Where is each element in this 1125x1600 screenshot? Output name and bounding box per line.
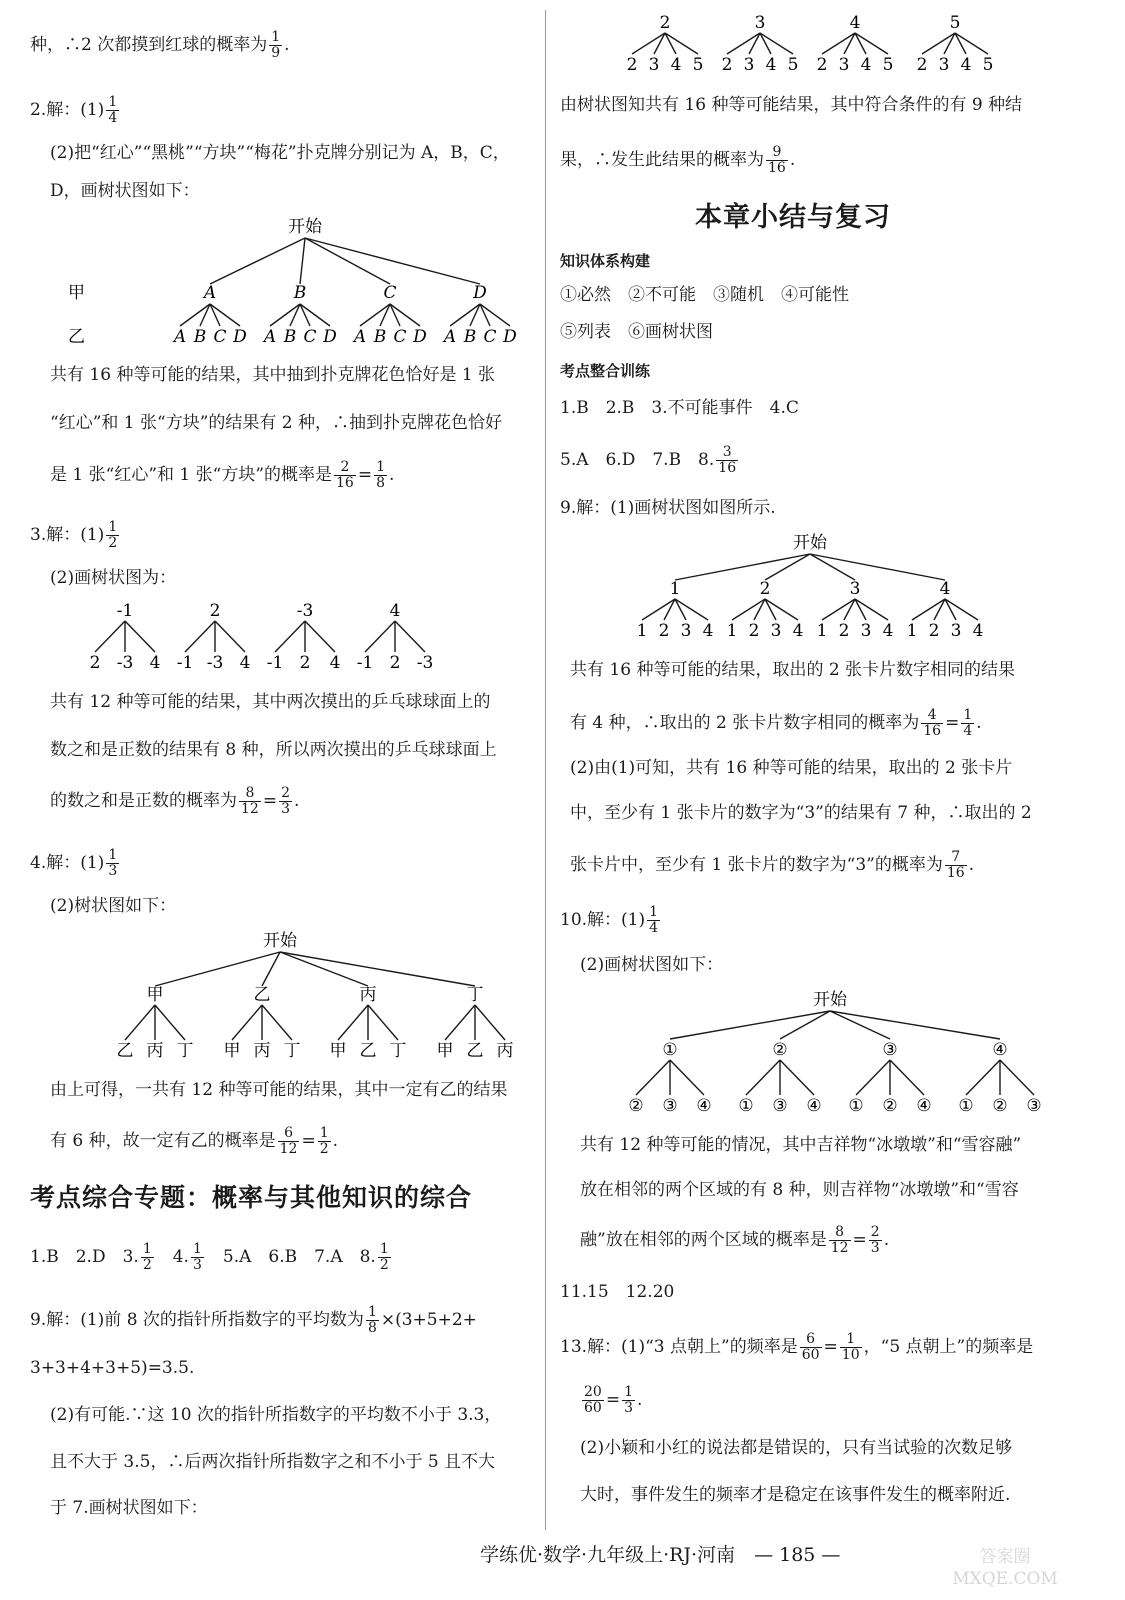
tree-node: ③ xyxy=(882,1040,898,1060)
tree-node: 丙 xyxy=(359,985,377,1005)
tree-leaf: ④ xyxy=(806,1096,822,1116)
tree-leaf: 2 xyxy=(90,653,101,673)
svg-text:D: D xyxy=(473,283,487,303)
tree-leaf: 4 xyxy=(972,621,984,641)
tree-node: ① xyxy=(662,1040,678,1060)
text-line: ①必然 ②不可能 ③随机 ④可能性 xyxy=(560,285,849,305)
section-title: 考点综合专题：概率与其他知识的综合 xyxy=(30,1183,473,1212)
tree-leaf: 3 xyxy=(938,55,950,75)
tree-leaf: D xyxy=(323,327,337,347)
tree-branch xyxy=(305,621,335,652)
text-line: 数之和是正数的结果有 8 种，所以两次摸出的乒乓球球面上 xyxy=(50,740,497,760)
text-line: (2)有可能.∵这 10 次的指针所指数字的平均数不小于 3.3， xyxy=(50,1405,502,1425)
text-line: $\frac{20}{60}$ = $\frac{1}{3}$ . xyxy=(584,1384,643,1416)
tree-leaf: 1 xyxy=(726,621,738,641)
tree-root: 开始 xyxy=(813,990,847,1010)
text-line: (2)小颖和小红的说法都是错误的，只有当试验的次数足够 xyxy=(580,1438,1013,1458)
text-line: 张卡片中，至少有 1 张卡片的数字为“3”的概率为 $\frac{7}{16}$ . xyxy=(570,849,975,881)
text-line: (2)由(1)可知，共有 16 种等可能的结果，取出的 2 张卡片 xyxy=(570,758,1013,778)
tree-leaf: A xyxy=(173,327,187,347)
tree-leaf: 3 xyxy=(743,55,755,75)
text-line: 3+3+4+3+5)=3.5. xyxy=(30,1358,195,1378)
tree-leaf: 2 xyxy=(928,621,940,641)
tree-branch xyxy=(636,1060,670,1095)
tree-branch xyxy=(445,1005,475,1040)
column-divider xyxy=(545,10,546,1530)
tree-leaf: 4 xyxy=(960,55,972,75)
tree-leaf: 4 xyxy=(765,55,777,75)
answer-line: 5.A 6.D 7.B 8. $\frac{3}{16}$ xyxy=(560,444,737,476)
text-line: 有 6 种，故一定有乙的概率是 $\frac{6}{12}$ = $\frac{1}{2}$ . xyxy=(50,1125,339,1157)
text-line: 有 4 种，∴取出的 2 张卡片数字相同的概率为 $\frac{4}{16}$ = $\frac{1}{4}$ . xyxy=(570,707,982,739)
tree-leaf: 4 xyxy=(329,653,341,673)
tree-leaf: 5 xyxy=(787,55,799,75)
tree-leaf: ③ xyxy=(772,1096,788,1116)
tree-leaf: 丁 xyxy=(283,1041,301,1061)
tree-leaf: 4 xyxy=(882,621,894,641)
tree-leaf: 4 xyxy=(670,55,682,75)
tree-branch xyxy=(275,621,305,652)
q4-part1: 4.解：(1) $\frac{1}{3}$ xyxy=(30,847,118,879)
tree-leaf: 甲 xyxy=(329,1041,347,1061)
tree-leaf: -1 xyxy=(266,653,284,673)
tree-leaf: 乙 xyxy=(116,1041,134,1061)
tree-leaf: 2 xyxy=(838,621,850,641)
tree-leaf: 3 xyxy=(838,55,850,75)
tree-branch xyxy=(125,1005,155,1040)
tree-branch xyxy=(675,554,810,580)
svg-text:乙: 乙 xyxy=(68,327,85,347)
tree-leaf: ④ xyxy=(916,1096,932,1116)
tree-root: 开始 xyxy=(793,533,827,553)
tree-leaf: C xyxy=(213,327,227,347)
tree-branch xyxy=(262,952,280,986)
tree-leaf: B xyxy=(463,327,477,347)
text-line: 中，至少有 1 张卡片的数字为“3”的结果有 7 种，∴取出的 2 xyxy=(570,803,1032,823)
tree-branch xyxy=(1000,1060,1034,1095)
tree-leaf: 乙 xyxy=(359,1041,377,1061)
tree-branch xyxy=(280,952,368,986)
tree-leaf: 4 xyxy=(149,653,161,673)
tree-branch xyxy=(185,621,215,652)
page-footer: 学练优·数学·九年级上·RJ·河南 — 185 — xyxy=(480,1544,841,1566)
text-line: 融”放在相邻的两个区域的概率是 $\frac{8}{12}$ = $\frac{2}{3}$ . xyxy=(580,1224,890,1256)
text-line: 大时，事件发生的频率才是稳定在该事件发生的概率附近. xyxy=(580,1485,1011,1505)
text-line: 9.解：(1)画树状图如图所示. xyxy=(560,498,776,518)
tree-leaf: ① xyxy=(848,1096,864,1116)
tree-branch xyxy=(890,1060,924,1095)
text-line: (2)把“红心”“黑桃”“方块”“梅花”扑克牌分别记为 A，B，C， xyxy=(50,143,510,163)
text-line: 由上可得，一共有 12 种等可能的结果，其中一定有乙的结果 xyxy=(50,1080,508,1100)
tree-branch xyxy=(475,1005,505,1040)
tree-node: 4 xyxy=(849,13,861,33)
tree-node: 1 xyxy=(669,579,681,599)
answer-line: 11.15 12.20 xyxy=(560,1282,675,1302)
tree-node: 丁 xyxy=(466,985,484,1005)
tree-diagram-q2 xyxy=(60,212,530,352)
tree-node: 5 xyxy=(949,13,961,33)
svg-text:B: B xyxy=(293,283,307,303)
text-line: 共有 12 种等可能的结果，其中两次摸出的乒乓球球面上的 xyxy=(50,692,491,712)
tree-leaf: 2 xyxy=(721,55,733,75)
text-line: 放在相邻的两个区域的有 8 种，则吉祥物“冰墩墩”和“雪容 xyxy=(580,1180,1019,1200)
tree-leaf: 3 xyxy=(860,621,872,641)
text-line: “红心”和 1 张“方块”的结果有 2 种，∴抽到扑克牌花色恰好 xyxy=(50,413,503,433)
tree-node: 甲 xyxy=(146,985,164,1005)
tree-branch xyxy=(856,1060,890,1095)
text-line: 9.解：(1)前 8 次的指针所指数字的平均数为 $\frac{1}{8}$ ×(3+5+2+ xyxy=(30,1304,477,1336)
tree-leaf: 甲 xyxy=(436,1041,454,1061)
text-line: 共有 16 种等可能的结果，其中抽到扑克牌花色恰好是 1 张 xyxy=(50,365,496,385)
tree-leaf: 2 xyxy=(389,653,401,673)
tree-branch xyxy=(338,1005,368,1040)
q3-part1: 3.解：(1) $\frac{1}{2}$ xyxy=(30,519,118,551)
svg-text:A: A xyxy=(203,283,217,303)
tree-leaf: 甲 xyxy=(223,1041,241,1061)
tree-branch xyxy=(155,1005,185,1040)
tree-leaf: 1 xyxy=(816,621,828,641)
tree-leaf: C xyxy=(393,327,407,347)
tree-leaf: 4 xyxy=(702,621,714,641)
text-line: 共有 16 种等可能的结果，取出的 2 张卡片数字相同的结果 xyxy=(570,660,1016,680)
tree-leaf: 3 xyxy=(648,55,660,75)
tree-leaf: 2 xyxy=(748,621,760,641)
tree-leaf: -3 xyxy=(116,653,134,673)
tree-leaf: 3 xyxy=(950,621,962,641)
tree-leaf: ① xyxy=(738,1096,754,1116)
tree-leaf: A xyxy=(263,327,277,347)
text-line: 果，∴发生此结果的概率为 $\frac{9}{16}$ . xyxy=(560,144,796,176)
tree-branch xyxy=(125,621,155,652)
tree-leaf: -1 xyxy=(356,653,374,673)
tree-node: 乙 xyxy=(253,985,271,1005)
text-line: 是 1 张“红心”和 1 张“方块”的概率是 $\frac{2}{16}$ = $\frac{1}{8}$ . xyxy=(50,459,395,491)
tree-node: 3 xyxy=(849,579,861,599)
tree-leaf: A xyxy=(353,327,367,347)
tree-leaf: D xyxy=(233,327,247,347)
text-line: 13.解：(1)“3 点朝上”的频率是 $\frac{6}{60}$ = $\frac{1}{10}$ ，“5 点朝上”的频率是 xyxy=(560,1331,1034,1363)
tree-node: -3 xyxy=(296,601,314,621)
tree-branch xyxy=(810,554,945,580)
tree-leaf: 5 xyxy=(692,55,704,75)
tree-node: 4 xyxy=(939,579,951,599)
text-line: 种，∴2 次都摸到红球的概率为 $\frac{1}{9}$ . xyxy=(30,29,290,61)
tree-leaf: ② xyxy=(628,1096,644,1116)
tree-leaf: ③ xyxy=(662,1096,678,1116)
tree-branch xyxy=(232,1005,262,1040)
tree-node: 2 xyxy=(759,579,771,599)
answer-line: 1.B 2.B 3.不可能事件 4.C xyxy=(560,398,799,418)
tree-leaf: ③ xyxy=(1026,1096,1042,1116)
tree-leaf: 丙 xyxy=(253,1041,271,1061)
tree-branch xyxy=(670,1060,704,1095)
tree-leaf: 1 xyxy=(636,621,648,641)
subheading: 考点整合训练 xyxy=(560,362,651,380)
tree-branch xyxy=(368,1005,398,1040)
tree-leaf: B xyxy=(373,327,387,347)
tree-leaf: 丁 xyxy=(389,1041,407,1061)
tree-leaf: C xyxy=(483,327,497,347)
tree-branch xyxy=(262,1005,292,1040)
q10-part1: 10.解：(1) $\frac{1}{4}$ xyxy=(560,904,659,936)
tree-node: 2 xyxy=(659,13,671,33)
tree-leaf: 2 xyxy=(916,55,928,75)
svg-text:MXQE.COM: MXQE.COM xyxy=(952,1569,1058,1589)
tree-node: -1 xyxy=(116,601,134,621)
svg-text:甲: 甲 xyxy=(68,283,85,303)
tree-leaf: ② xyxy=(992,1096,1008,1116)
tree-diagram-q9-continued xyxy=(620,8,1060,78)
tree-leaf: D xyxy=(503,327,517,347)
tree-leaf: -3 xyxy=(416,653,434,673)
tree-leaf: A xyxy=(443,327,457,347)
svg-text:C: C xyxy=(383,283,397,303)
tree-leaf: 5 xyxy=(882,55,894,75)
tree-node: 4 xyxy=(389,601,401,621)
tree-diagram-q3 xyxy=(90,598,520,678)
watermark-logo xyxy=(905,1530,1105,1590)
tree-leaf: ② xyxy=(882,1096,898,1116)
subheading: 知识体系构建 xyxy=(560,252,651,270)
tree-leaf: 丙 xyxy=(496,1041,514,1061)
tree-diagram-q4 xyxy=(80,928,520,1068)
chapter-title: 本章小结与复习 xyxy=(695,202,891,233)
tree-leaf: D xyxy=(413,327,427,347)
tree-branch xyxy=(830,1011,890,1039)
text-line: (2)画树状图为： xyxy=(50,568,177,588)
tree-branch xyxy=(95,621,125,652)
tree-root: 开始 xyxy=(263,931,297,951)
tree-leaf: -3 xyxy=(206,653,224,673)
text-line: 共有 12 种等可能的情况，其中吉祥物“冰墩墩”和“雪容融” xyxy=(580,1135,1022,1155)
tree-leaf: 4 xyxy=(792,621,804,641)
tree-leaf: 2 xyxy=(658,621,670,641)
tree-branch xyxy=(365,621,395,652)
tree-node: ② xyxy=(772,1040,788,1060)
tree-leaf: 丙 xyxy=(146,1041,164,1061)
tree-leaf: ④ xyxy=(696,1096,712,1116)
text-line: 于 7.画树状图如下： xyxy=(50,1498,208,1518)
tree-leaf: -1 xyxy=(176,653,194,673)
svg-text:开始: 开始 xyxy=(288,217,322,237)
text-line: 且不大于 3.5，∴后两次指针所指数字之和不小于 5 且不大 xyxy=(50,1452,496,1472)
fraction: $\frac{1}{9}$ xyxy=(271,29,281,61)
q2-part1: 2.解：(1) $\frac{1}{4}$ xyxy=(30,94,118,126)
text-line: (2)树状图如下： xyxy=(50,896,177,916)
tree-branch xyxy=(966,1060,1000,1095)
tree-branch xyxy=(280,952,475,986)
answer-line: 1.B 2.D 3. $\frac{1}{2}$ 4. $\frac{1}{3}$ 5.A 6.B 7.A 8. $\frac{1}{2}$ xyxy=(30,1241,389,1273)
tree-branch xyxy=(780,1060,814,1095)
text-line: ⑤列表 ⑥画树状图 xyxy=(560,322,713,342)
tree-leaf: 乙 xyxy=(466,1041,484,1061)
tree-leaf: ① xyxy=(958,1096,974,1116)
tree-branch xyxy=(155,952,280,986)
tree-branch xyxy=(830,1011,1000,1039)
tree-branch xyxy=(395,621,425,652)
svg-text:答案圈: 答案圈 xyxy=(979,1547,1031,1567)
text-line: D，画树状图如下： xyxy=(50,181,200,201)
text-line: 由树状图知共有 16 种等可能结果，其中符合条件的有 9 种结 xyxy=(560,95,1023,115)
tree-leaf: 2 xyxy=(299,653,311,673)
text-line: 的数之和是正数的概率为 $\frac{8}{12}$ = $\frac{2}{3}$ . xyxy=(50,785,300,817)
tree-branch xyxy=(215,621,245,652)
tree-leaf: C xyxy=(303,327,317,347)
tree-node: 2 xyxy=(209,601,221,621)
tree-leaf: 2 xyxy=(626,55,638,75)
text-line: (2)画树状图如下： xyxy=(580,955,724,975)
tree-diagram-q10 xyxy=(600,985,1070,1120)
tree-leaf: 丁 xyxy=(176,1041,194,1061)
tree-leaf: 3 xyxy=(680,621,692,641)
tree-diagram-r9 xyxy=(630,530,1070,645)
tree-branch xyxy=(746,1060,780,1095)
tree-leaf: 4 xyxy=(239,653,251,673)
tree-leaf: 2 xyxy=(816,55,828,75)
tree-leaf: 1 xyxy=(906,621,918,641)
tree-leaf: B xyxy=(193,327,207,347)
tree-leaf: 5 xyxy=(982,55,994,75)
tree-leaf: B xyxy=(283,327,297,347)
tree-node: 3 xyxy=(754,13,766,33)
tree-node: ④ xyxy=(992,1040,1008,1060)
tree-leaf: 4 xyxy=(860,55,872,75)
tree-leaf: 3 xyxy=(770,621,782,641)
